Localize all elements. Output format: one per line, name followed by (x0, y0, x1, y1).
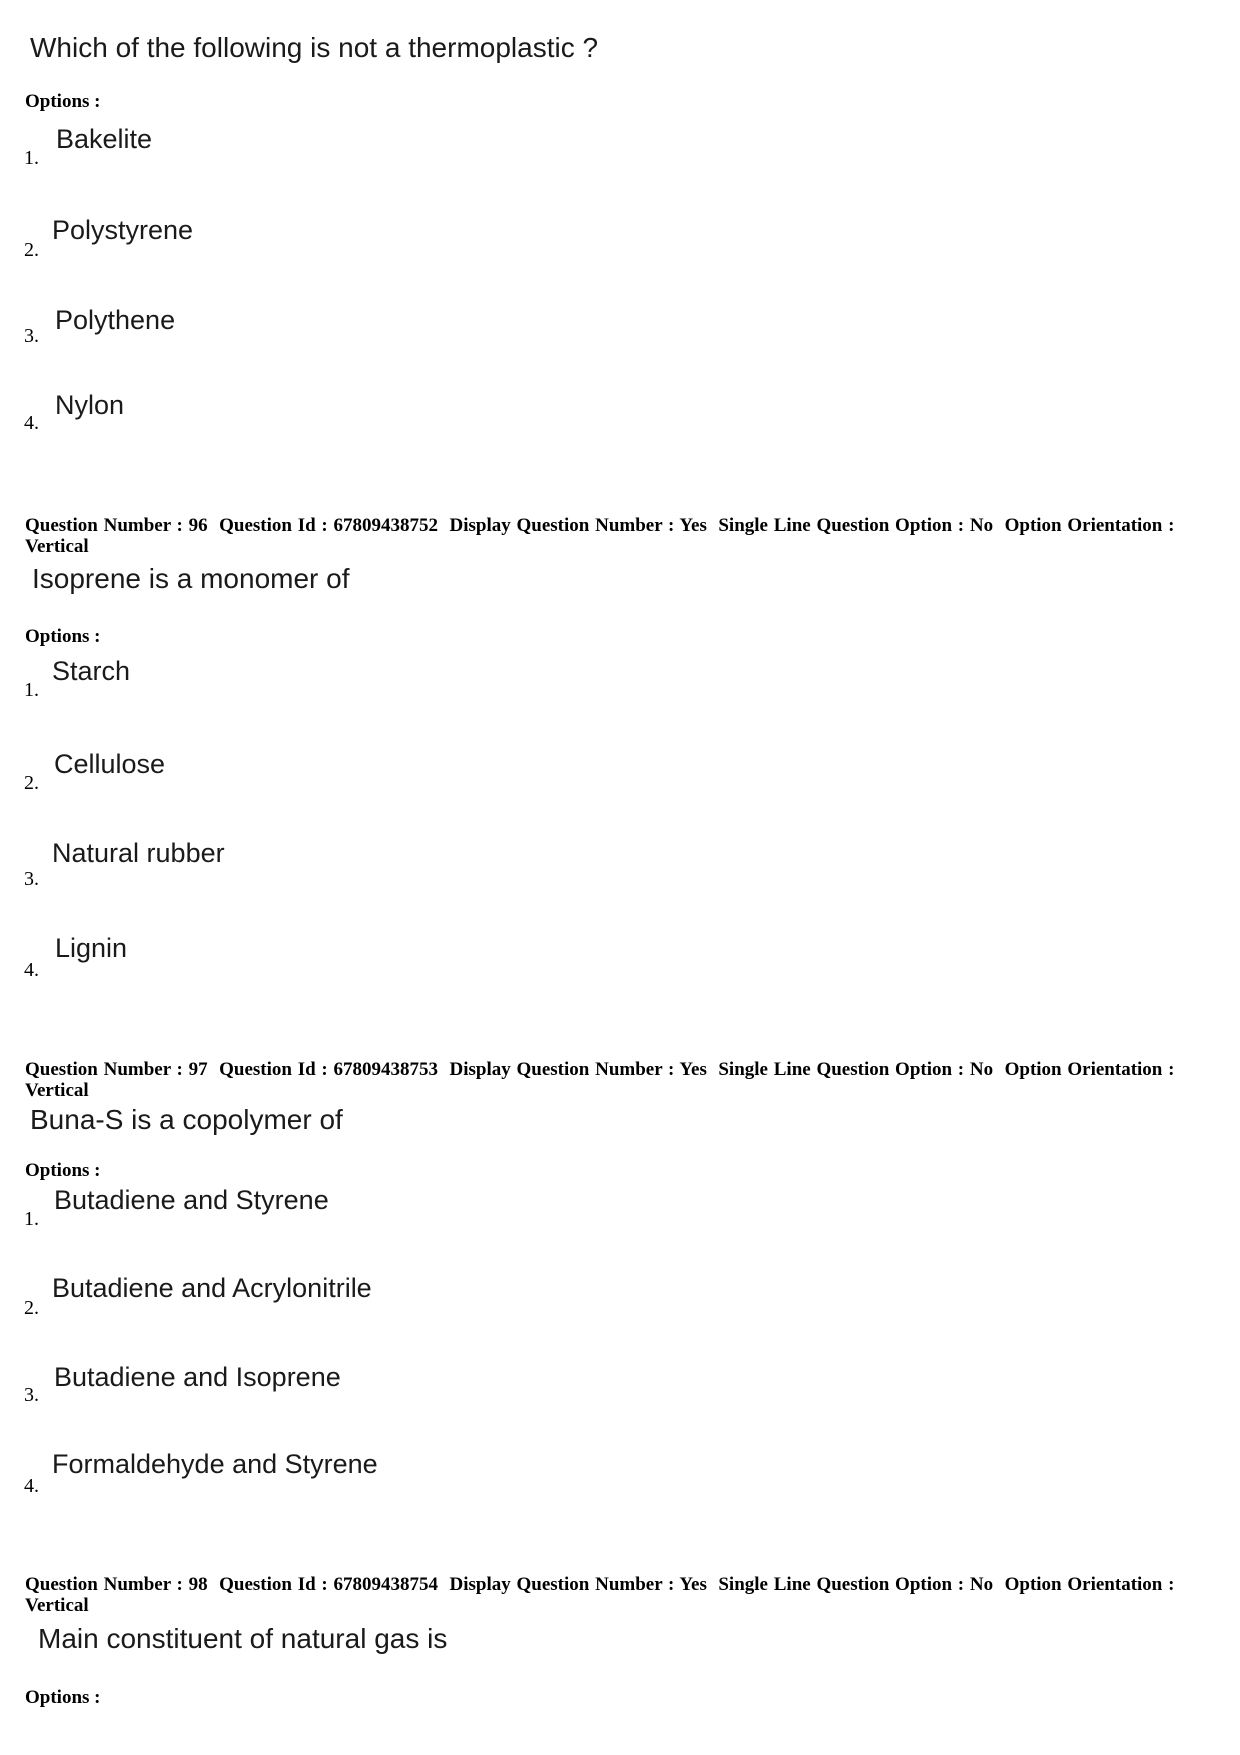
option-text: Polystyrene (52, 215, 194, 245)
option-number: 1. (24, 147, 39, 169)
question-text: Buna-S is a copolymer of (30, 1104, 343, 1135)
option-number: 2. (24, 772, 39, 794)
option-text: Bakelite (56, 124, 153, 154)
option-number: 4. (24, 959, 39, 981)
option-text: Butadiene and Styrene (54, 1185, 329, 1215)
question-text: Which of the following is not a thermoplastic ? (30, 32, 599, 63)
option-number: 2. (24, 239, 39, 261)
option-number: 3. (24, 325, 39, 347)
option-number: 2. (24, 1297, 39, 1319)
question-text: Isoprene is a monomer of (32, 563, 350, 594)
option-text: Starch (52, 656, 131, 686)
option-text: Nylon (55, 390, 125, 420)
option-text: Butadiene and Isoprene (54, 1362, 341, 1392)
option-number: 3. (24, 868, 39, 890)
option-number: 3. (24, 1384, 39, 1406)
option-number: 4. (24, 1475, 39, 1497)
question-text: Main constituent of natural gas is (38, 1623, 448, 1654)
option-number: 4. (24, 412, 39, 434)
options-label: Options : (25, 91, 101, 112)
option-text: Cellulose (54, 749, 166, 779)
options-label: Options : (25, 626, 101, 647)
options-label: Options : (25, 1160, 101, 1181)
question-meta: Question Number : 97 Question Id : 67809438753 Display Question Number : Yes Single Line Question Option : No Option Orientation : Vertical (25, 1059, 1180, 1101)
option-number: 1. (24, 679, 39, 701)
option-number: 1. (24, 1208, 39, 1230)
option-text: Polythene (55, 305, 176, 335)
option-text: Natural rubber (52, 838, 225, 868)
options-label: Options : (25, 1687, 101, 1708)
question-meta: Question Number : 98 Question Id : 67809438754 Display Question Number : Yes Single Line Question Option : No Option Orientation : Vertical (25, 1574, 1180, 1616)
option-text: Formaldehyde and Styrene (52, 1449, 378, 1479)
option-text: Lignin (55, 933, 128, 963)
option-text: Butadiene and Acrylonitrile (52, 1273, 372, 1303)
question-meta: Question Number : 96 Question Id : 67809438752 Display Question Number : Yes Single Line Question Option : No Option Orientation : Vertical (25, 515, 1180, 557)
